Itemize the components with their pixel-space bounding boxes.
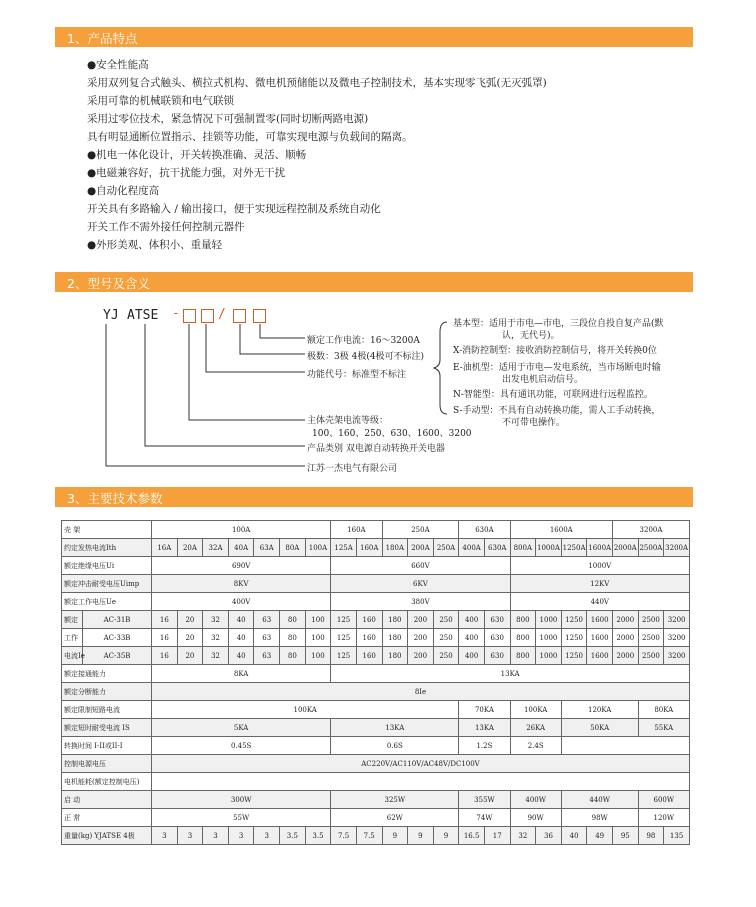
table-cell: 20 — [177, 629, 203, 647]
table-row — [62, 611, 690, 629]
table-cell: 80A — [280, 539, 306, 557]
row-label: AC-31B — [83, 611, 152, 629]
table-cell: 3 — [254, 827, 280, 845]
table-cell: 2000A — [612, 539, 638, 557]
table-cell: 125A — [331, 539, 357, 557]
table-cell: 250A — [382, 521, 459, 539]
table-cell: 80 — [280, 629, 306, 647]
table-cell: 55W — [152, 809, 331, 827]
table-cell: 100 — [305, 647, 331, 665]
table-cell: 3200 — [664, 611, 690, 629]
table-cell: 2500 — [638, 629, 664, 647]
table-cell: 2500A — [638, 539, 664, 557]
table-cell: 3.5 — [280, 827, 306, 845]
table-cell: 1000 — [536, 611, 562, 629]
table-cell: 180 — [382, 611, 408, 629]
row-label: 额定 — [62, 611, 83, 629]
table-cell: 1000A — [536, 539, 562, 557]
table-cell: 1600 — [587, 647, 613, 665]
table-cell: 380V — [331, 593, 510, 611]
section-title: 2、型号及含义 — [67, 276, 150, 291]
table-cell: 17 — [484, 827, 510, 845]
row-label: 约定发热电流Ith — [62, 539, 152, 557]
table-cell: 600W — [638, 791, 689, 809]
table-cell: 90W — [510, 809, 561, 827]
table-cell: 660V — [331, 557, 510, 575]
table-cell: 100 — [305, 629, 331, 647]
table-cell: 300W — [152, 791, 331, 809]
table-cell: 40 — [228, 629, 254, 647]
table-cell: 800 — [510, 629, 536, 647]
table-cell: 3200 — [664, 647, 690, 665]
table-cell: 250 — [433, 611, 459, 629]
table-cell: 180A — [382, 539, 408, 557]
table-cell: 13KA — [459, 719, 510, 737]
table-cell: 3 — [152, 827, 178, 845]
row-label: 控制电源电压 — [62, 755, 152, 773]
table-row — [62, 791, 690, 809]
table-cell: 630A — [484, 539, 510, 557]
table-row — [62, 647, 690, 665]
table-cell: 63 — [254, 647, 280, 665]
row-label: 额定工作电压Ue — [62, 593, 152, 611]
row-label: 正 常 — [62, 809, 152, 827]
table-cell: 16 — [152, 611, 178, 629]
row-label: 启 动 — [62, 791, 152, 809]
table-cell: 160 — [356, 629, 382, 647]
feature-line: 开关工作不需外接任何控制元器件 — [87, 221, 245, 233]
feature-line: 采用可靠的机械联锁和电气联锁 — [87, 95, 234, 107]
table-cell: 8Ie — [152, 683, 690, 701]
row-label: 转换时间 I-II或II-I — [62, 737, 152, 755]
table-cell: 100A — [305, 539, 331, 557]
type-line: S-手动型：不具有自动转换功能，需人工手动转换， — [453, 406, 661, 416]
row-label: 工作 — [62, 629, 83, 647]
table-cell: 32 — [203, 647, 229, 665]
table-cell: 36 — [536, 827, 562, 845]
table-cell: 200 — [408, 611, 434, 629]
table-cell: 100 — [305, 611, 331, 629]
table-cell: 1600A — [587, 539, 613, 557]
table-cell: 160A — [331, 521, 382, 539]
table-row — [62, 719, 690, 737]
row-label: 额定冲击耐受电压Uimp — [62, 575, 152, 593]
table-cell: 630A — [459, 521, 510, 539]
table-row — [62, 737, 690, 755]
table-cell: 95 — [612, 827, 638, 845]
label-category: 产品类别 双电源自动转换开关电器 — [307, 444, 445, 454]
table-cell: 0.6S — [331, 737, 459, 755]
label-company: 江苏一杰电气有限公司 — [307, 464, 398, 474]
table-cell: 49 — [587, 827, 613, 845]
table-cell: 32 — [203, 629, 229, 647]
table-cell: 9 — [408, 827, 434, 845]
row-label: 额定接通能力 — [62, 665, 152, 683]
table-cell: 50KA — [561, 719, 638, 737]
table-row — [62, 521, 690, 539]
table-cell: 250 — [433, 629, 459, 647]
section-title: 1、产品特点 — [67, 31, 138, 46]
table-cell: 2500 — [638, 611, 664, 629]
table-cell: 120W — [638, 809, 689, 827]
table-cell: 160 — [356, 611, 382, 629]
table-cell: 100KA — [510, 701, 561, 719]
feature-line: 开关具有多路输入 / 输出接口，便于实现远程控制及系统自动化 — [87, 203, 381, 215]
table-cell: 40 — [561, 827, 587, 845]
table-cell: 800A — [510, 539, 536, 557]
table-cell: 55KA — [638, 719, 689, 737]
table-cell: 9 — [433, 827, 459, 845]
type-line: X-消防控制型：接收消防控制信号，将开关转换0位 — [453, 346, 657, 356]
table-cell: 100KA — [152, 701, 459, 719]
row-label: 电机能耗(额定控制电压) — [62, 773, 152, 791]
type-line: 基本型：适用于市电—市电，三段位自投自复产品(默 — [453, 319, 664, 329]
table-cell: 1000V — [510, 557, 689, 575]
feature-line: 具有明显通断位置指示、挂锁等功能，可靠实现电源与负载间的隔离。 — [87, 131, 413, 143]
row-label: 额定分断能力 — [62, 683, 152, 701]
row-label: 电流Ie — [62, 647, 83, 665]
section-title: 3、主要技术参数 — [67, 491, 163, 506]
table-cell: 630 — [484, 629, 510, 647]
table-cell: 7.5 — [356, 827, 382, 845]
table-cell: 400 — [459, 629, 485, 647]
table-cell: AC220V/AC110V/AC48V/DC100V — [152, 755, 690, 773]
table-cell: 400 — [459, 647, 485, 665]
table-cell: 1250 — [561, 611, 587, 629]
table-cell: 2000 — [612, 629, 638, 647]
type-line: 出发电机启动信号。 — [502, 375, 584, 385]
table-cell: 1250 — [561, 647, 587, 665]
table-row — [62, 827, 690, 845]
feature-line: ●安全性能高 — [87, 59, 149, 71]
row-label: 壳 架 — [62, 521, 152, 539]
code-slash: / — [218, 307, 226, 322]
feature-line: ●电磁兼容好，抗干扰能力强，对外无干扰 — [87, 167, 286, 179]
table-cell: 440V — [510, 593, 689, 611]
table-cell: 20 — [177, 611, 203, 629]
table-cell: 16.5 — [459, 827, 485, 845]
table-cell: 3 — [228, 827, 254, 845]
table-cell: 1250 — [561, 629, 587, 647]
table-cell: 100A — [152, 521, 331, 539]
table-cell: 1250A — [561, 539, 587, 557]
table-row — [62, 557, 690, 575]
code-dash: - — [172, 306, 180, 321]
table-cell: 9 — [382, 827, 408, 845]
table-cell: 0.45S — [152, 737, 331, 755]
table-row — [62, 665, 690, 683]
table-cell: 3 — [177, 827, 203, 845]
table-cell: 3.5 — [305, 827, 331, 845]
row-label: 重量(kg) YJATSE 4极 — [62, 827, 152, 845]
table-cell: 690V — [152, 557, 331, 575]
table-cell: 400V — [152, 593, 331, 611]
feature-line: 采用过零位技术，紧急情况下可强制置零(同时切断两路电源) — [87, 113, 369, 125]
type-line: 认，无代号)。 — [502, 331, 560, 341]
row-label: 额定绝缘电压Ui — [62, 557, 152, 575]
table-cell: 125 — [331, 629, 357, 647]
table-cell: 26KA — [510, 719, 561, 737]
table-cell: 120KA — [561, 701, 638, 719]
table-cell: 80 — [280, 647, 306, 665]
table-cell: 1600 — [587, 611, 613, 629]
table-cell: 125 — [331, 611, 357, 629]
table-cell: 2000 — [612, 647, 638, 665]
table-cell: 32 — [203, 611, 229, 629]
table-cell: 440W — [561, 791, 638, 809]
table-cell: 1000 — [536, 629, 562, 647]
table-cell: 800 — [510, 611, 536, 629]
table-cell: 125 — [331, 647, 357, 665]
label-poles: 极数：3极 4极(4极可不标注) — [307, 352, 425, 362]
table-cell: 180 — [382, 629, 408, 647]
label-frame-values: 100、160、250、630、1600、3200 — [312, 429, 472, 439]
table-cell: 630 — [484, 647, 510, 665]
spec-table — [61, 520, 690, 845]
table-cell — [561, 737, 689, 755]
table-cell: 2.4S — [510, 737, 561, 755]
table-cell: 3200 — [664, 629, 690, 647]
table-cell: 80 — [280, 611, 306, 629]
table-cell: 70KA — [459, 701, 510, 719]
table-cell: 98 — [638, 827, 664, 845]
row-label: AC-35B — [83, 647, 152, 665]
table-cell: 13KA — [331, 665, 690, 683]
table-cell: 16 — [152, 647, 178, 665]
table-cell: 800 — [510, 647, 536, 665]
table-cell: 16 — [152, 629, 178, 647]
table-cell: 1.2S — [459, 737, 510, 755]
table-cell: 7.5 — [331, 827, 357, 845]
table-cell: 6KV — [331, 575, 510, 593]
table-cell: 63 — [254, 611, 280, 629]
row-label: AC-33B — [83, 629, 152, 647]
table-row — [62, 593, 690, 611]
table-cell: 3200A — [612, 521, 689, 539]
section-header-specs — [55, 487, 693, 507]
table-cell: 160 — [356, 647, 382, 665]
table-cell: 12KV — [510, 575, 689, 593]
table-cell: 3 — [203, 827, 229, 845]
table-cell: 40 — [228, 611, 254, 629]
table-cell: 74W — [459, 809, 510, 827]
table-cell: 200 — [408, 647, 434, 665]
table-row — [62, 701, 690, 719]
table-cell: 5KA — [152, 719, 331, 737]
table-cell: 250 — [433, 647, 459, 665]
label-rated-current: 额定工作电流：16～3200A — [307, 336, 420, 346]
table-cell: 135 — [664, 827, 690, 845]
table-cell — [152, 773, 690, 791]
table-cell: 16A — [152, 539, 178, 557]
table-row — [62, 809, 690, 827]
table-cell: 8KA — [152, 665, 331, 683]
table-cell: 40A — [228, 539, 254, 557]
table-cell: 32A — [203, 539, 229, 557]
table-cell: 80KA — [638, 701, 689, 719]
table-cell: 8KV — [152, 575, 331, 593]
table-cell: 63A — [254, 539, 280, 557]
table-row — [62, 575, 690, 593]
table-cell: 400W — [510, 791, 561, 809]
feature-line: ●机电一体化设计，开关转换准确、灵活、顺畅 — [87, 149, 307, 161]
code-yj: YJ — [103, 308, 119, 323]
type-line: N-智能型：具有通讯功能，可联网进行远程监控。 — [453, 390, 653, 400]
table-cell: 1000 — [536, 647, 562, 665]
table-cell: 355W — [459, 791, 510, 809]
table-cell: 200A — [408, 539, 434, 557]
table-row — [62, 755, 690, 773]
table-cell: 63 — [254, 629, 280, 647]
table-cell: 1600A — [510, 521, 612, 539]
table-cell: 180 — [382, 647, 408, 665]
table-row — [62, 539, 690, 557]
table-cell: 20 — [177, 647, 203, 665]
table-cell: 160A — [356, 539, 382, 557]
table-cell: 325W — [331, 791, 459, 809]
table-cell: 62W — [331, 809, 459, 827]
table-cell: 20A — [177, 539, 203, 557]
row-label: 额定短时耐受电流 IS — [62, 719, 152, 737]
table-row — [62, 683, 690, 701]
table-cell: 1600 — [587, 629, 613, 647]
table-cell: 98W — [561, 809, 638, 827]
type-line: E-油机型：适用于市电—发电系统，当市场断电时输 — [453, 363, 661, 373]
row-label: 额定限制短路电流 — [62, 701, 152, 719]
table-cell: 2000 — [612, 611, 638, 629]
label-function-code: 功能代号：标准型不标注 — [307, 370, 407, 380]
table-cell: 2500 — [638, 647, 664, 665]
feature-line: 采用双列复合式触头、横拉式机构、微电机预储能以及微电子控制技术，基本实现零飞弧(无灭弧罩) — [87, 77, 547, 89]
table-cell: 400 — [459, 611, 485, 629]
table-cell: 400A — [459, 539, 485, 557]
table-cell: 32 — [510, 827, 536, 845]
table-cell: 200 — [408, 629, 434, 647]
table-cell: 3200A — [664, 539, 690, 557]
table-cell: 40 — [228, 647, 254, 665]
code-atse: ATSE — [127, 308, 159, 323]
table-row — [62, 773, 690, 791]
type-line: 不可带电操作。 — [502, 418, 566, 428]
table-row — [62, 629, 690, 647]
table-cell: 13KA — [331, 719, 459, 737]
table-cell: 250A — [433, 539, 459, 557]
feature-line: ●自动化程度高 — [87, 185, 160, 197]
feature-line: ●外形美观、体积小、重量轻 — [87, 239, 223, 251]
table-cell: 630 — [484, 611, 510, 629]
label-frame-current: 主体壳架电流等级： — [307, 416, 389, 426]
